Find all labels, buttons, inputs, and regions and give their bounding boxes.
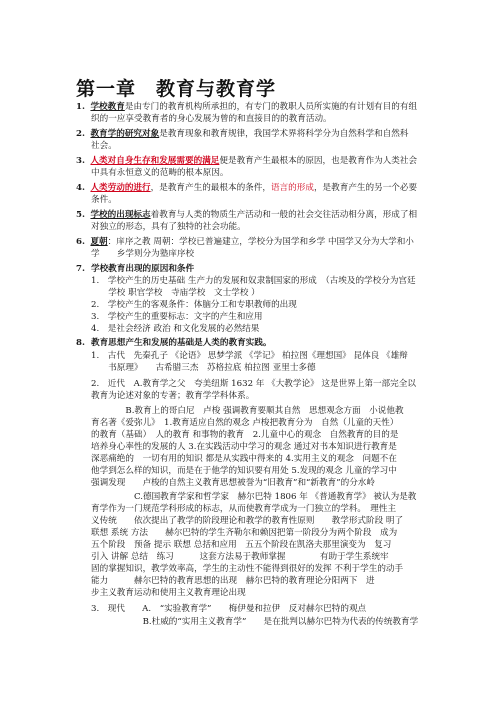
body-line: 3. 现代 A. “实验教育学” 梅伊曼和拉伊 反对赫尔巴特的观点 [91, 604, 367, 614]
list-item [76, 236, 414, 248]
sub-item: 1. 学校产生的历史基础 生产力的发展和奴隶制国家的形成 （古埃及的学校分为宫廷 [91, 276, 416, 286]
item-text: 便是教育产生最根本的原因，也是教育作为人类社会 [219, 156, 418, 166]
item-text: 是教育现象和教育规律，我国学术界将科学分为自然科学和自然科 [159, 129, 409, 139]
body-line: C.德国教育学家和哲学家 赫尔巴特 1806 年 《普通教育学》 被认为是教 [91, 492, 417, 502]
item-keyword: 学校的出现标志 [90, 210, 151, 220]
body-line: 深恶痛绝的 一切有用的知识 都是从实践中得来的 4.实用主义的观念 问题不在 [91, 454, 397, 464]
item-text: ，是教育产生的最根本的条件， [150, 183, 271, 193]
body-line: 强调发现 卢梭的自然主义教育思想被誉为“旧教育”和“新教育”的分水岭 [91, 478, 375, 488]
item-text: 是由专门的教育机构所承担的，有专门的教职人员所实施的有计划有目的有组 [124, 102, 418, 112]
body-line: 教育为论述对象的专著；教育学学科体系。 [91, 391, 255, 401]
item-keyword: 学校教育 [90, 102, 125, 112]
body-line: 引入 讲解 总结 练习 这套方法易于教师掌握 有助于学生系统牢 [91, 552, 389, 562]
list-item [76, 155, 417, 167]
item-keyword: 人类对自身生存和发展需要的满足 [90, 156, 220, 166]
item-keyword: 人类劳动的进行 [90, 183, 151, 193]
item-keyword: 学校教育出现的原因和条件 [90, 264, 195, 274]
body-line: B.教育上的哥白尼 卢梭 强调教育要顺其自然 思想观念方面 小说他教 [91, 406, 404, 416]
item-continuation: 中具有永恒意义的范畴的根本原因。 [91, 168, 229, 178]
body-line: 1. 古代 先秦孔子 《论语》 思梦学派 《学记》 柏拉图《理想国》 昆体良 《雄辩 [91, 351, 408, 361]
item-number: 4. [76, 183, 85, 193]
item-text: 着教育与人类的物质生产活动和一般的社会交往活动相分离，形成了相 [150, 210, 418, 220]
item-keyword: 教育学的研究对象 [90, 129, 160, 139]
body-line: 的教育（基础） 人的教育 和事物的教育 2.儿童中心的观念 自然教育的目的是 [91, 430, 399, 440]
item-continuation: 社会。 [91, 141, 117, 151]
list-item [76, 128, 408, 140]
body-line: 他学到怎么样的知识，而是在于他学的知识要有用处 5.发现的观念 儿童的学习中 [91, 466, 397, 476]
body-line: 培养身心率性的发展的人 3.在实践活动中学习的观念 通过对书本知识进行教育是 [91, 442, 397, 452]
item-number: 2. [76, 129, 85, 139]
list-item [76, 209, 417, 221]
item-keyword: 教育思想产生和发展的基础是人类的教育实践。 [90, 338, 272, 348]
item-number: 8. [76, 338, 85, 348]
body-line: B.杜威的“实用主义教育学” 是在批判以赫尔巴特为代表的传统教育学 [91, 617, 419, 627]
body-line: 能力 赫尔巴特的教育思想的出现 赫尔巴特的教育理论分阳两下 进 [91, 576, 375, 586]
body-line: 育名著《爱弥儿》 1.教育适应自然的观念 卢梭把教育分为 自然（儿童的天性） [91, 418, 399, 428]
body-line: 义传统 依次提出了教学的阶段理论和教学的教育性原则 教学形式阶段 明了 [91, 516, 404, 526]
body-line: 五个阶段 预备 提示 联想 总括和应用 五五个阶段在凯洛夫那里演变为 复习 [91, 540, 392, 550]
body-line: 固的掌握知识，教学效率高，学生的主动性不能得到很好的发挥 不利于学生的动手 [91, 564, 404, 574]
body-line: 步主义教育运动和使用主义教育理论出现 [91, 588, 246, 598]
sub-item: 2. 学校产生的客观条件：体脑分工和专职教师的出现 [91, 300, 297, 310]
body-line: 联想 系统 方法 赫尔巴特的学生齐勒尔和赖因把第一阶段分为两个阶段 成为 [91, 528, 398, 538]
item-number: 6. [76, 237, 85, 247]
item-keyword: 夏朝 [90, 237, 108, 247]
item-number: 5. [76, 210, 85, 220]
sub-item: 3. 学校产生的重要标志：文字的产生和应用 [91, 312, 263, 322]
list-item [76, 263, 194, 275]
body-line: 2. 近代 A.教育学之父 夸美纽斯 1632 年 《大教学论》 这是世界上第一部完全以 [91, 379, 416, 389]
list-item [76, 101, 417, 113]
chapter-title: 第一章 教育与教育学 [76, 78, 277, 100]
item-continuation: 条件。 [91, 195, 117, 205]
item-number: 7. [76, 264, 85, 274]
body-line: 育学作为一门规范学科形成的标志，从而使教育学成为一门独立的学科。 理性主 [91, 504, 397, 514]
item-text: ：庠序之教 周朝：学校已普遍建立，学校分为国学和乡学 中国学又分为大学和小 [107, 237, 414, 247]
item-number: 3. [76, 156, 85, 166]
item-text-2: ，是教育产生的另一个必要 [313, 183, 418, 193]
item-keyword-2: 语言的形成 [270, 183, 314, 193]
item-continuation: 学 乡学则分为塾庠序校 [91, 249, 195, 259]
item-continuation: 对独立的形态，具有了独特的社会功能。 [91, 222, 246, 232]
list-item [76, 337, 271, 349]
item-number: 1. [76, 102, 85, 112]
body-line: 书原理》 古希腊三杰 苏格拉底 柏拉图 亚里士多德 [91, 363, 316, 373]
sub-item: 学校 职官学校 寺庙学校 文士学校 ） [91, 288, 260, 298]
list-item [76, 182, 417, 194]
sub-item: 4. 是社会经济 政治 和文化发展的必然结果 [91, 324, 260, 334]
item-continuation: 织的一应享受教育者的身心发展为曾的和直接目的的教育活动。 [91, 114, 332, 124]
